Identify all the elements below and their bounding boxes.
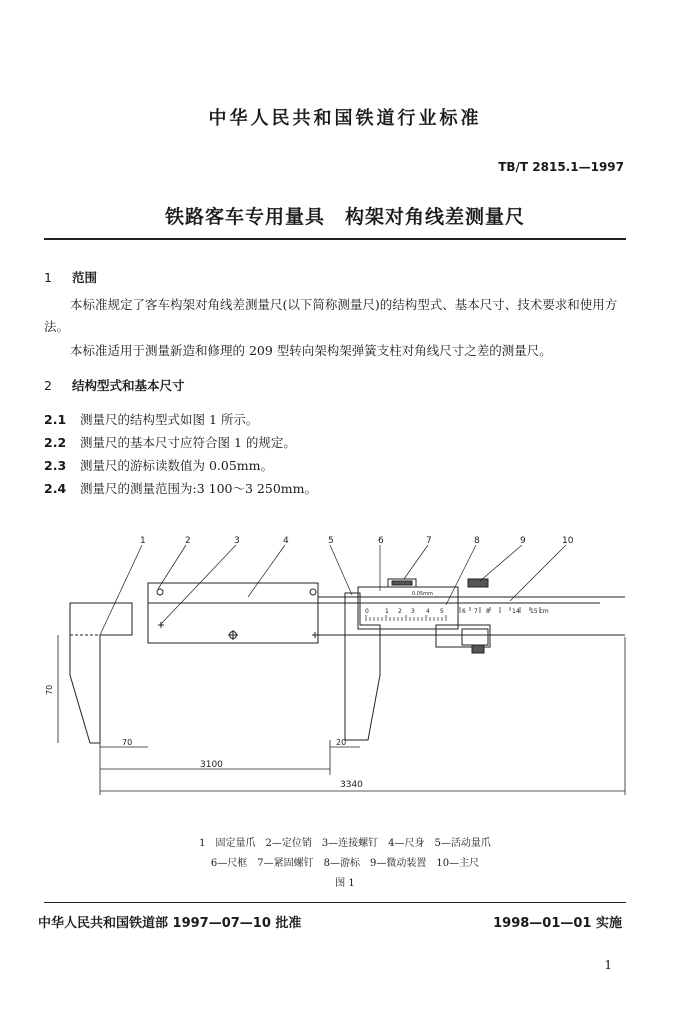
figure-legend-line-1: 1 固定量爪 2—定位销 3—连接螺钉 4—尺身 5—活动量爪	[199, 838, 491, 849]
clause-number: 2.2	[44, 435, 67, 450]
callout-9: 9	[520, 536, 526, 546]
callout-4: 4	[283, 536, 289, 546]
clause-2-3	[44, 456, 273, 474]
main-mark-6: 6	[462, 608, 466, 615]
figure-1-drawing	[0, 525, 690, 815]
dim-70-vertical: 70	[45, 684, 54, 695]
callout-8: 8	[474, 536, 480, 546]
dimension-lines	[58, 635, 625, 795]
main-mark-15: 15 cm	[530, 608, 549, 615]
issuing-organization: 中华人民共和国铁道行业标准	[208, 108, 482, 129]
callout-leaders	[100, 545, 566, 635]
document-title: 铁路客车专用量具 构架对角线差测量尺	[164, 206, 525, 228]
section-2-number: 2	[44, 378, 52, 393]
clause-text: 测量尺的游标读数值为 0.05mm。	[80, 458, 274, 473]
clause-text: 测量尺的测量范围为:3 100～3 250mm。	[80, 481, 317, 496]
fixed-jaw-part	[70, 603, 132, 743]
main-mark-7: 7	[474, 608, 478, 615]
main-mark-14: 14	[512, 608, 520, 615]
footer-rule	[44, 902, 626, 903]
clause-number: 2.1	[44, 412, 67, 427]
standard-number: TB/T 2815.1—1997	[498, 160, 624, 174]
section-2-heading	[44, 376, 185, 394]
callout-6: 6	[378, 536, 384, 546]
section-2-title: 结构型式和基本尺寸	[72, 378, 185, 393]
dim-3340: 3340	[340, 780, 363, 790]
vernier-mark-1: 1	[385, 608, 389, 615]
section-1-paragraph-1: 本标准规定了客车构架对角线差测量尺(以下简称测量尺)的结构型式、基本尺寸、技术要求和使用方法。	[44, 297, 618, 334]
vernier-reading-label: 0.05mm	[412, 591, 433, 597]
clause-text: 测量尺的基本尺寸应符合图 1 的规定。	[80, 435, 296, 450]
section-1-number: 1	[44, 270, 52, 285]
main-mark-8: 8	[486, 608, 490, 615]
section-1-heading	[44, 268, 97, 286]
clause-number: 2.3	[44, 458, 67, 473]
clause-text: 测量尺的结构型式如图 1 所示。	[80, 412, 259, 427]
approval-statement: 中华人民共和国铁道部 1997—07—10 批准	[38, 916, 302, 931]
effective-date: 1998—01—01 实施	[493, 916, 622, 931]
title-rule	[44, 238, 626, 240]
dim-70-horizontal: 70	[122, 738, 133, 747]
callout-5: 5	[328, 536, 334, 546]
callout-3: 3	[234, 536, 240, 546]
clause-number: 2.4	[44, 481, 67, 496]
vernier-mark-3: 3	[411, 608, 415, 615]
vernier-mark-5: 5	[440, 608, 444, 615]
figure-legend-line-2: 6—尺框 7—紧固螺钉 8—游标 9—微动装置 10—主尺	[210, 858, 480, 869]
page-number: 1	[604, 958, 612, 972]
section-1-title: 范围	[72, 270, 98, 285]
dim-20: 20	[336, 738, 347, 747]
clause-2-1	[44, 410, 258, 428]
clause-2-2	[44, 433, 296, 451]
movable-jaw-part	[345, 593, 380, 740]
callout-2: 2	[185, 536, 191, 546]
vernier-mark-0: 0	[365, 608, 369, 615]
dim-3100: 3100	[200, 760, 223, 770]
callout-1: 1	[140, 536, 146, 546]
vernier-mark-4: 4	[426, 608, 430, 615]
callout-7: 7	[426, 536, 432, 546]
section-1-paragraph-2: 本标准适用于测量新造和修理的 209 型转向架构架弹簧支柱对角线尺寸之差的测量尺。	[70, 343, 552, 358]
locating-pin-marks	[157, 589, 318, 640]
figure-caption: 图 1	[335, 878, 355, 889]
callout-10: 10	[562, 536, 574, 546]
clause-2-4	[44, 479, 317, 497]
vernier-mark-2: 2	[398, 608, 402, 615]
